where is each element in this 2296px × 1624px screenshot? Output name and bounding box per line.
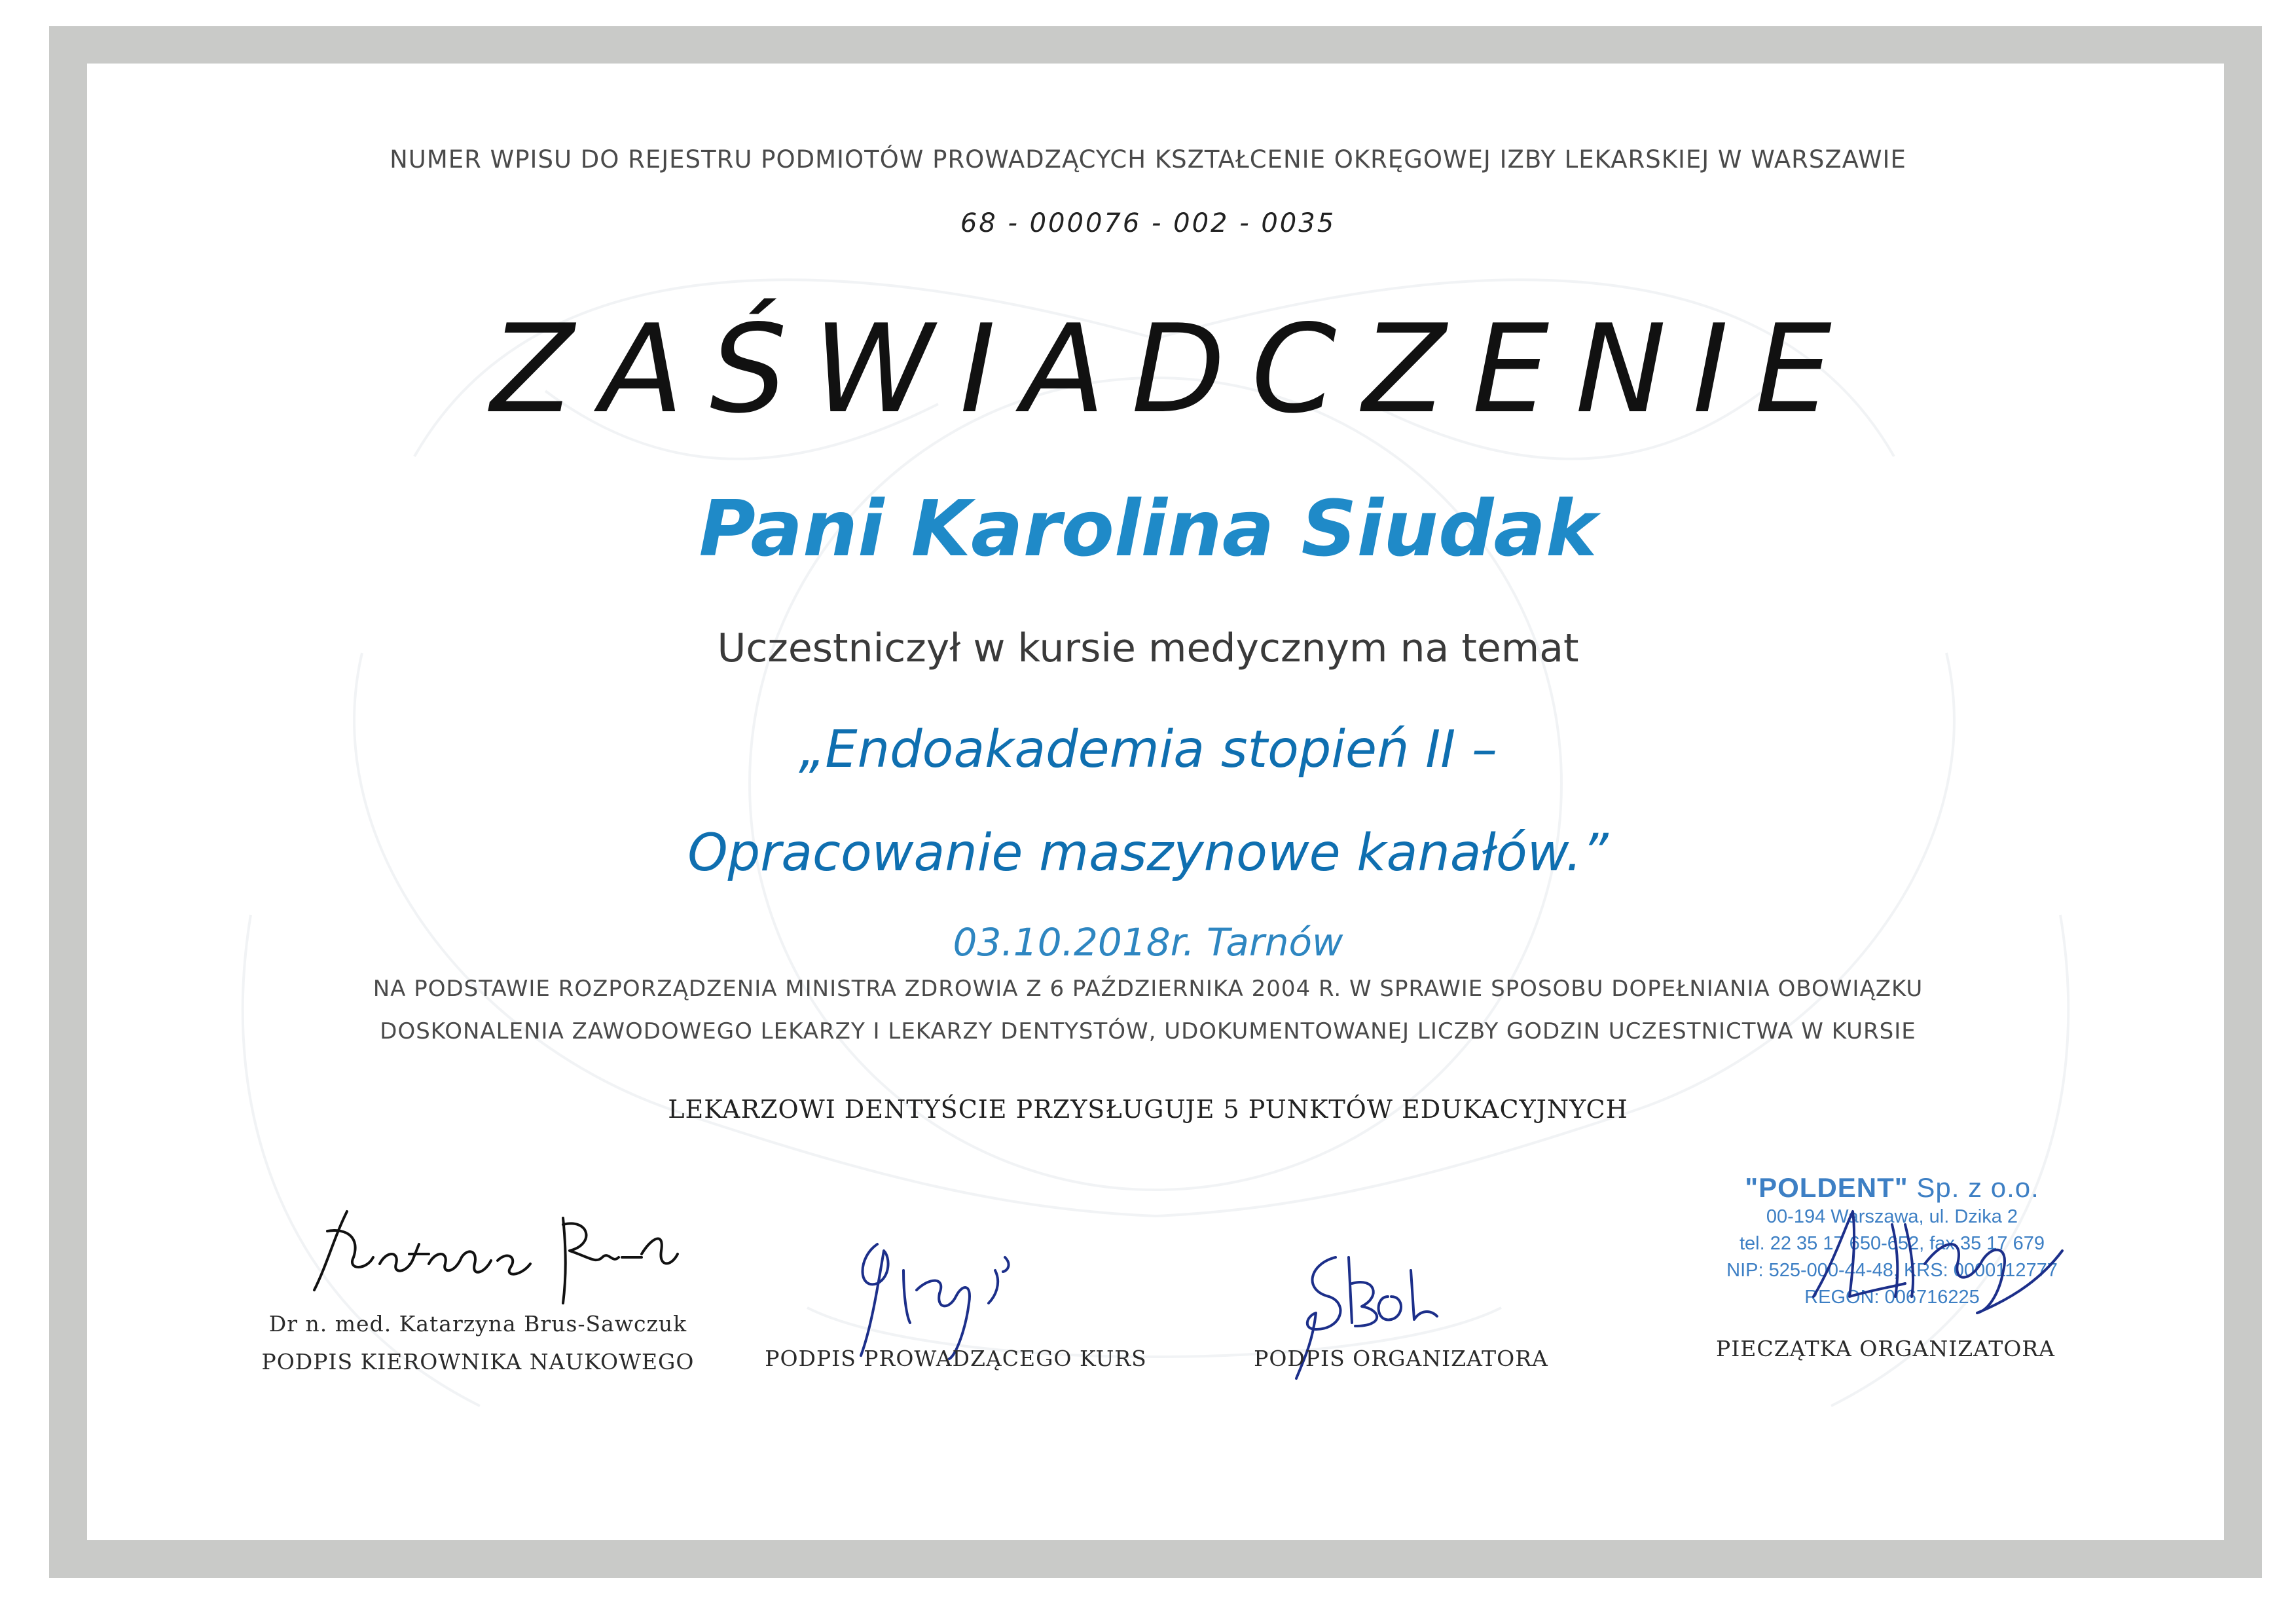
course-leader-signature [831,1231,1041,1362]
recipient-name: Pani Karolina Siudak [699,483,1597,574]
stamp-phone: tel. 22 35 17 650-652, fax 35 17 679 [1740,1233,2045,1254]
stamp-address: 00-194 Warszawa, ul. Dzika 2 [1766,1206,2018,1227]
registry-number: 68 - 000076 - 002 - 0035 [960,208,1336,238]
course-topic-line-2: Opracowanie maszynowe kanałów.” [687,824,1609,883]
scientific-director-label: PODPIS KIEROWNIKA NAUKOWEGO [261,1349,695,1375]
participation-text: Uczestniczył w kursie medycznym na temat [717,625,1579,671]
legal-basis-line-2: DOSKONALENIA ZAWODOWEGO LEKARZY I LEKARZY DENTYSTÓW, UDOKUMENTOWANEJ LICZBY GODZIN UCZESTNICTWA W KURSIE [380,1018,1916,1044]
stamp-company: "POLDENT" Sp. z o.o. [1745,1172,2039,1203]
stamp-signature [1794,1198,2075,1316]
organizer-stamp-label: PIECZĄTKA ORGANIZATORA [1716,1336,2055,1361]
stamp-nip: NIP: 525-000-44-48, KRS: 0000112777 [1726,1260,2058,1281]
scientific-director-signature [288,1192,681,1310]
stamp-regon: REGON: 006716225 [1804,1287,1980,1308]
course-leader-label: PODPIS PROWADZĄCEGO KURS [765,1346,1147,1371]
certificate-title: ZAŚWIADCZENIE [490,298,1858,440]
legal-basis-line-1: NA PODSTAWIE ROZPORZĄDZENIA MINISTRA ZDROWIA Z 6 PAŹDZIERNIKA 2004 R. W SPRAWIE SPOSOBU DOPEŁNIANIA OBOWIĄZKU [373,976,1923,1002]
scientific-director-name: Dr n. med. Katarzyna Brus-Sawczuk [268,1311,687,1337]
organizer-label: PODPIS ORGANIZATORA [1254,1346,1548,1371]
course-date-place: 03.10.2018r. Tarnów [953,920,1343,965]
education-points: LEKARZOWI DENTYŚCIE PRZYSŁUGUJE 5 PUNKTÓW EDUKACYJNYCH [668,1095,1628,1124]
registry-heading: NUMER WPISU DO REJESTRU PODMIOTÓW PROWADZĄCYCH KSZTAŁCENIE OKRĘGOWEJ IZBY LEKARSKIEJ W WARSZAWIE [390,145,1906,174]
course-topic-line-1: „Endoakademia stopień II – [798,720,1497,779]
